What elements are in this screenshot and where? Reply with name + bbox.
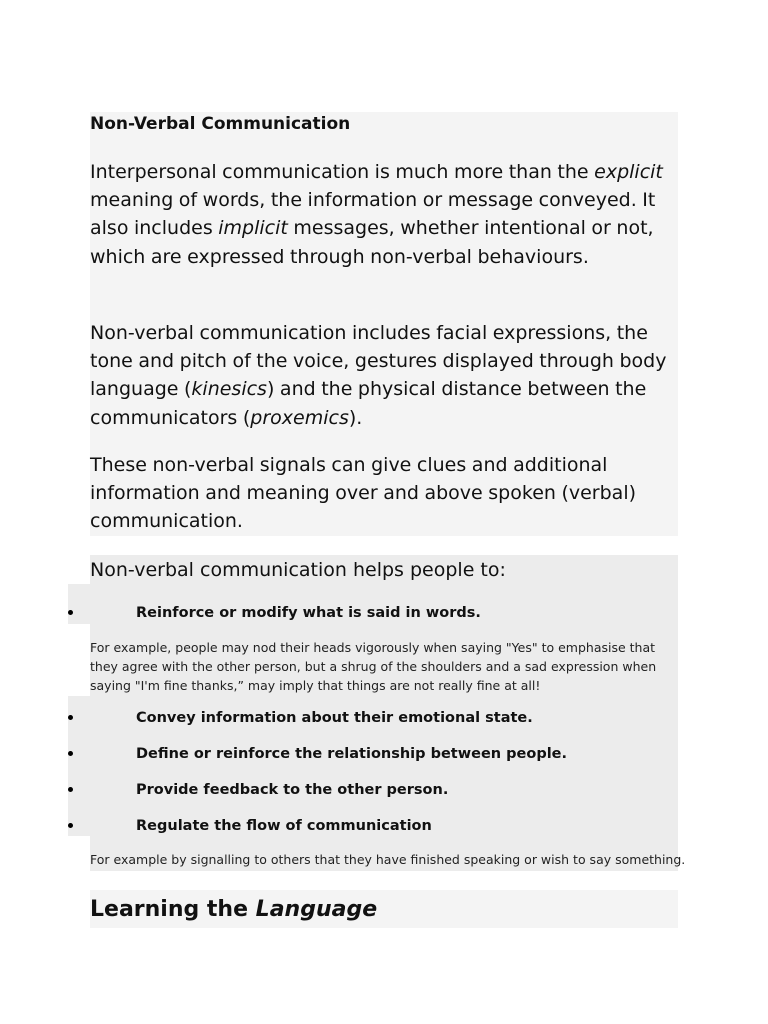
example-text-1: For example, people may nod their heads vigorously when saying "Yes" to emphasise that they agree with the other person, but a shrug of the shoulders and a sad expression when saying "I'm fine thanks,” may imply that things are not really fine at all!	[90, 640, 657, 693]
list-item-label: Provide feedback to the other person.	[136, 782, 449, 798]
bullet-icon	[68, 787, 73, 792]
helps-title: Non-verbal communication helps people to:	[90, 559, 506, 581]
bullet-icon	[68, 751, 73, 756]
list-item-label: Regulate the flow of communication	[136, 818, 432, 834]
intro-paragraph-1: Interpersonal communication is much more than the explicit meaning of words, the information or message conveyed. It also includes implicit messages, whether intentional or not, which are expressed through non-verbal behaviours.	[90, 161, 663, 268]
bullet-icon	[68, 823, 73, 828]
list-item	[68, 707, 668, 729]
list-item-label: Reinforce or modify what is said in words.	[136, 605, 481, 621]
list-item-label: Define or reinforce the relationship between people.	[136, 746, 568, 762]
list-item	[68, 602, 668, 624]
bullet-icon	[68, 715, 73, 720]
example-text-2: For example by signalling to others that they have finished speaking or wish to say something.	[90, 852, 686, 867]
section-heading: Non-Verbal Communication	[90, 114, 351, 134]
language-heading: Learning the Language	[90, 897, 378, 922]
list-item	[68, 815, 668, 837]
list-item	[68, 779, 668, 801]
bullet-icon	[68, 610, 73, 615]
intro-paragraph-2: Non-verbal communication includes facial expressions, the tone and pitch of the voice, gestures displayed through body language (kinesics) and the physical distance between the communicators (proxemics).	[90, 322, 667, 429]
list-item	[68, 743, 668, 765]
list-item-label: Convey information about their emotional state.	[136, 710, 533, 726]
intro-paragraph-3: These non-verbal signals can give clues and additional information and meaning over and above spoken (verbal) communication.	[90, 454, 637, 533]
